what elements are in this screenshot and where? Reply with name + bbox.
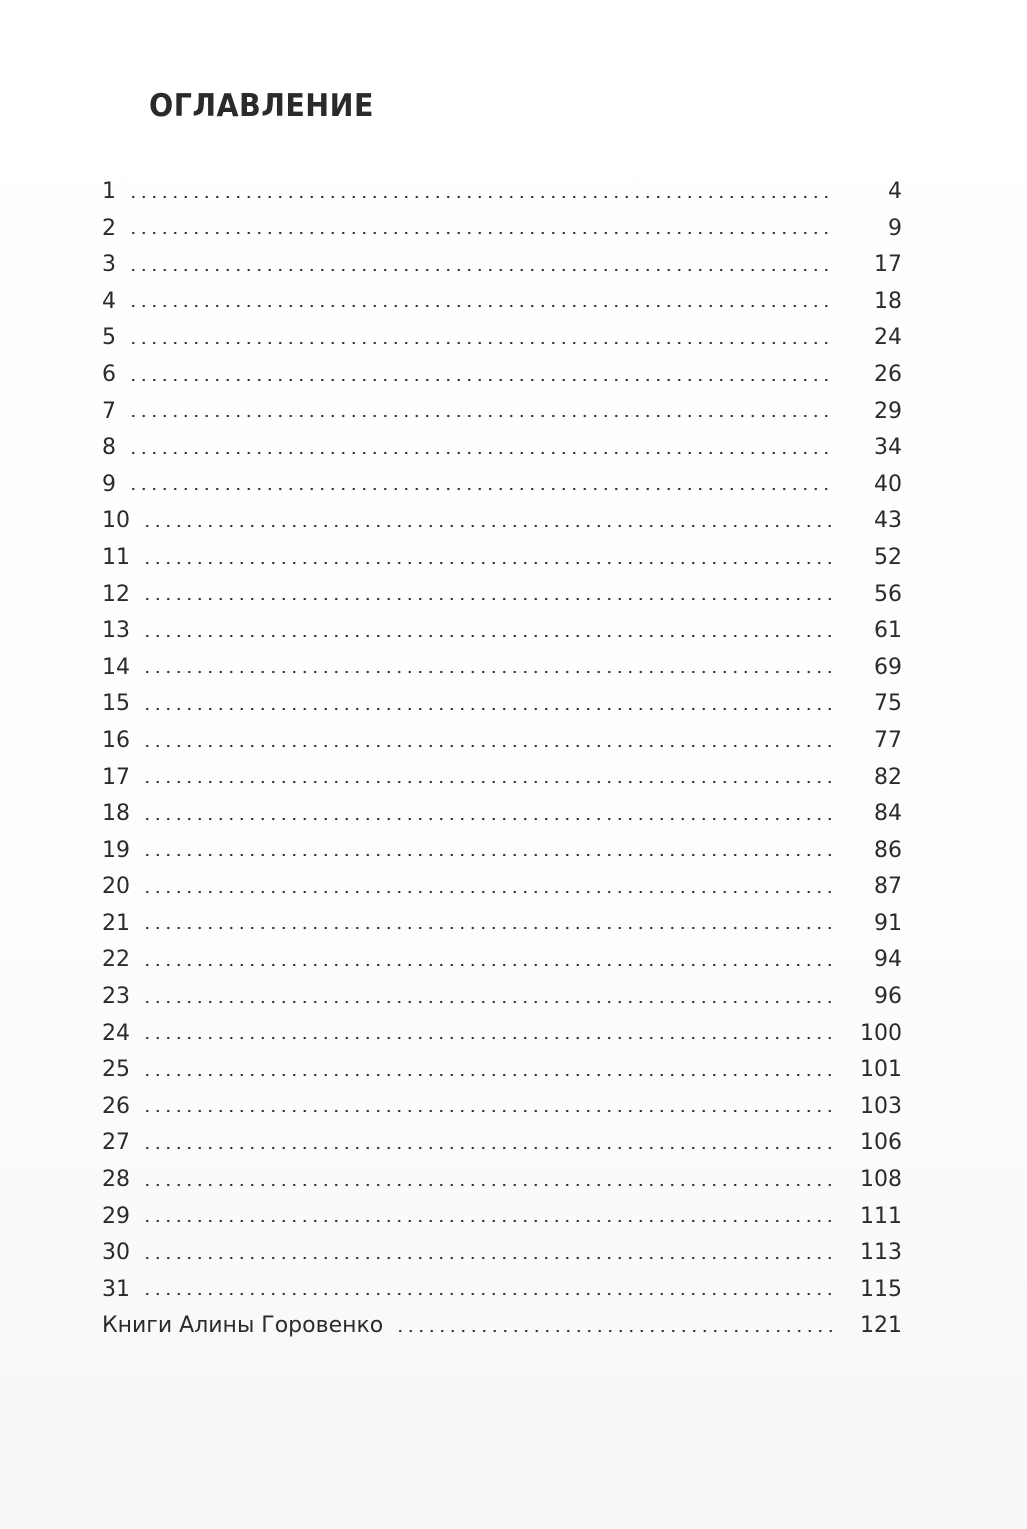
dot-leader <box>142 704 834 714</box>
toc-entry <box>102 1016 902 1053</box>
dot-leader <box>128 484 834 494</box>
toc-entry-page-number: 94 <box>874 947 902 973</box>
toc-entry-page-number: 43 <box>874 508 902 534</box>
dot-leader <box>128 411 834 421</box>
toc-entry <box>102 760 902 797</box>
toc-entry-page-number: 82 <box>874 764 902 790</box>
toc-entry-label: 22 <box>102 947 130 973</box>
toc-entry-label: 29 <box>102 1203 130 1229</box>
dot-leader <box>128 338 834 348</box>
toc-entry-page-number: 34 <box>874 435 902 461</box>
toc-entry-page-number: 29 <box>874 398 902 424</box>
toc-entry-label: 3 <box>102 252 116 278</box>
toc-entry-page-number: 52 <box>874 544 902 570</box>
toc-entry-page-number: 121 <box>860 1313 902 1339</box>
toc-entry-label: 7 <box>102 398 116 424</box>
toc-entry-label: 30 <box>102 1240 130 1266</box>
toc-entry <box>102 686 902 723</box>
toc-entry <box>102 1235 902 1272</box>
dot-leader <box>142 1143 832 1153</box>
toc-entry-label: 12 <box>102 581 130 607</box>
dot-leader <box>142 923 834 933</box>
dot-leader <box>142 1033 832 1043</box>
toc-entry-label: 15 <box>102 691 130 717</box>
dot-leader <box>128 448 834 458</box>
toc-entry-page-number: 87 <box>874 874 902 900</box>
toc-entry-page-number: 40 <box>874 471 902 497</box>
dot-leader <box>142 850 834 860</box>
dot-leader <box>142 741 834 751</box>
toc-entry <box>102 320 902 357</box>
toc-entry <box>102 1272 902 1309</box>
toc-entry-page-number: 77 <box>874 727 902 753</box>
toc-entry-label: 13 <box>102 618 130 644</box>
dot-leader <box>142 1180 832 1190</box>
toc-entry <box>102 979 902 1016</box>
toc-entry-label: 6 <box>102 361 116 387</box>
toc-entry <box>102 1052 902 1089</box>
toc-entry <box>102 577 902 614</box>
dot-leader <box>128 265 834 275</box>
toc-entry-label: 4 <box>102 288 116 314</box>
dot-leader <box>142 631 834 641</box>
toc-entry-page-number: 84 <box>874 801 902 827</box>
toc-entry-page-number: 106 <box>860 1130 902 1156</box>
dot-leader <box>395 1326 832 1336</box>
dot-leader <box>142 594 834 604</box>
dot-leader <box>128 228 834 238</box>
toc-entry-label: 14 <box>102 654 130 680</box>
toc-entry <box>102 906 902 943</box>
toc-entry-page-number: 56 <box>874 581 902 607</box>
toc-entry-label: 18 <box>102 801 130 827</box>
toc-entry <box>102 211 902 248</box>
toc-entry-page-number: 96 <box>874 984 902 1010</box>
toc-entry-label: 31 <box>102 1276 130 1302</box>
dot-leader <box>142 1289 832 1299</box>
toc-entry <box>102 284 902 321</box>
toc-entry-label: 23 <box>102 984 130 1010</box>
toc-entry <box>102 796 902 833</box>
dot-leader <box>142 997 834 1007</box>
toc-entry-label: 2 <box>102 215 116 241</box>
toc-entry-page-number: 103 <box>860 1093 902 1119</box>
toc-entry <box>102 942 902 979</box>
toc-entry <box>102 540 902 577</box>
toc-entry <box>102 869 902 906</box>
toc-entry-label: 27 <box>102 1130 130 1156</box>
toc-entry-label: 16 <box>102 727 130 753</box>
toc-entry-page-number: 111 <box>860 1203 902 1229</box>
toc-entry-page-number: 86 <box>874 837 902 863</box>
dot-leader <box>142 667 834 677</box>
dot-leader <box>128 375 834 385</box>
toc-entry <box>102 467 902 504</box>
dot-leader <box>142 814 834 824</box>
toc-entry-page-number: 69 <box>874 654 902 680</box>
toc-entry-label: 19 <box>102 837 130 863</box>
toc-entry <box>102 613 902 650</box>
toc-entry-label: 24 <box>102 1020 130 1046</box>
toc-entry-page-number: 24 <box>874 325 902 351</box>
dot-leader <box>142 1106 832 1116</box>
toc-entry <box>102 357 902 394</box>
toc-entry-page-number: 26 <box>874 361 902 387</box>
dot-leader <box>142 1216 832 1226</box>
toc-entry <box>102 394 902 431</box>
dot-leader <box>142 777 834 787</box>
toc-entry <box>102 430 902 467</box>
toc-entry-label: 1 <box>102 179 116 204</box>
toc-entry-label: 20 <box>102 874 130 900</box>
toc-entry-label: 28 <box>102 1167 130 1193</box>
toc-entry-page-number: 108 <box>860 1167 902 1193</box>
toc-entry-label: 17 <box>102 764 130 790</box>
toc-entry-label: 8 <box>102 435 116 461</box>
dot-leader <box>142 521 834 531</box>
toc-entry-page-number: 101 <box>860 1057 902 1083</box>
toc-entry-page-number: 18 <box>874 288 902 314</box>
dot-leader <box>128 192 834 202</box>
toc-entry <box>102 247 902 284</box>
toc-entry-page-number: 91 <box>874 910 902 936</box>
toc-entry <box>102 1199 902 1236</box>
dot-leader <box>142 1070 832 1080</box>
toc-entry <box>102 174 902 211</box>
toc-entry-label: 26 <box>102 1093 130 1119</box>
toc-entry-label: 5 <box>102 325 116 351</box>
page-title: ОГЛАВЛЕНИЕ <box>149 88 374 124</box>
toc-entry <box>102 723 902 760</box>
toc-entry-page-number: 113 <box>860 1240 902 1266</box>
toc-entry-label: 21 <box>102 910 130 936</box>
toc-entry-page-number: 115 <box>860 1276 902 1302</box>
toc-entry <box>102 650 902 687</box>
dot-leader <box>128 301 834 311</box>
toc-entry-page-number: 75 <box>874 691 902 717</box>
toc-entry <box>102 1162 902 1199</box>
dot-leader <box>142 887 834 897</box>
toc-entry-label: 25 <box>102 1057 130 1083</box>
toc-entry <box>102 833 902 870</box>
toc-entry <box>102 1125 902 1162</box>
dot-leader <box>142 960 834 970</box>
toc-entry-page-number: 9 <box>888 215 902 241</box>
dot-leader <box>142 558 834 568</box>
toc-entry-label: Книги Алины Горовенко <box>102 1313 384 1339</box>
toc-entry-label: 9 <box>102 471 116 497</box>
toc-entry-page-number: 4 <box>888 179 902 204</box>
toc-entry-page-number: 61 <box>874 618 902 644</box>
dot-leader <box>142 1253 832 1263</box>
toc-entry-page-number: 100 <box>860 1020 902 1046</box>
toc-entry-label: 11 <box>102 544 130 570</box>
toc-entry-label: 10 <box>102 508 130 534</box>
toc-entry-page-number: 17 <box>874 252 902 278</box>
toc-entry <box>102 1308 902 1345</box>
table-of-contents <box>102 174 902 1345</box>
toc-entry <box>102 503 902 540</box>
toc-entry <box>102 1089 902 1126</box>
